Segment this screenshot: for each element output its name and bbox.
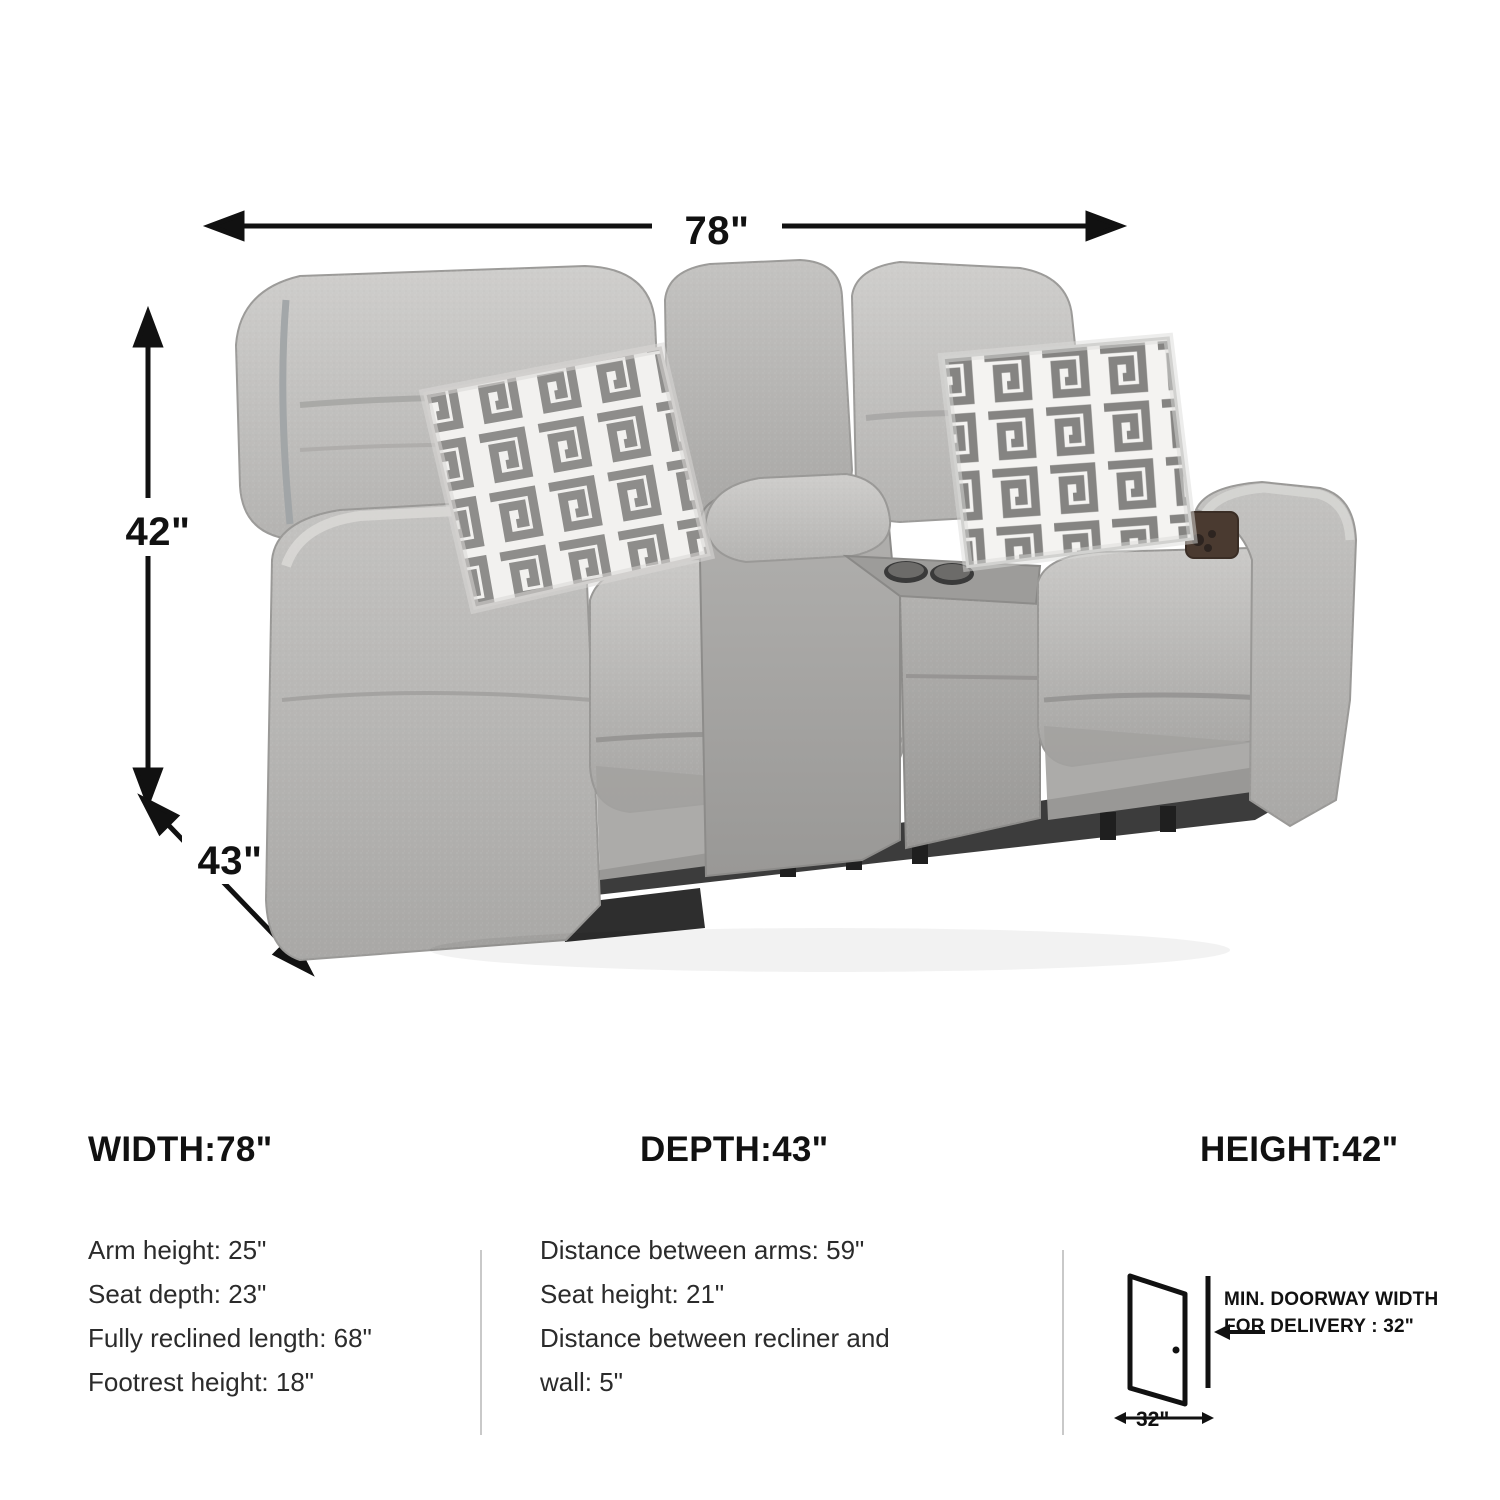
spec-distance-recliner-wall-line1: Distance between recliner and <box>540 1323 890 1353</box>
depth-value-label: 43" <box>197 839 263 883</box>
spec-footrest-height: Footrest height: 18" <box>88 1367 315 1397</box>
depth-title: DEPTH:43" <box>640 1130 829 1169</box>
width-spec-list <box>88 1228 458 1404</box>
height-title: HEIGHT:42" <box>1200 1130 1399 1169</box>
height-value-label: 42" <box>125 510 191 554</box>
width-value-label: 78" <box>684 209 750 253</box>
height-dimension-arrow <box>136 313 160 802</box>
spec-seat-height: Seat height: 21" <box>540 1279 725 1309</box>
specification-panel <box>0 1130 1500 1500</box>
doorway-measure-label: 32" <box>1136 1408 1170 1431</box>
doorway-requirement <box>1090 1258 1490 1448</box>
loveseat-graphic <box>236 260 1356 972</box>
width-title: WIDTH:78" <box>88 1130 273 1169</box>
spec-distance-recliner-wall-line2: wall: 5" <box>540 1367 623 1397</box>
spec-column-height <box>1090 1130 1490 1170</box>
doorway-text <box>1224 1286 1438 1340</box>
spec-column-width <box>88 1130 458 1404</box>
spec-fully-reclined-length: Fully reclined length: 68" <box>88 1323 372 1353</box>
spec-divider-1 <box>480 1250 482 1435</box>
spec-column-depth <box>540 1130 970 1404</box>
depth-spec-list <box>540 1228 970 1404</box>
spec-arm-height: Arm height: 25" <box>88 1235 267 1265</box>
spec-distance-between-arms: Distance between arms: 59" <box>540 1235 865 1265</box>
doorway-text-line2: FOR DELIVERY : 32" <box>1224 1316 1414 1337</box>
doorway-text-line1: MIN. DOORWAY WIDTH <box>1224 1289 1439 1310</box>
spec-divider-2 <box>1062 1250 1064 1435</box>
throw-pillow-right <box>943 337 1193 567</box>
spec-seat-depth: Seat depth: 23" <box>88 1279 267 1309</box>
